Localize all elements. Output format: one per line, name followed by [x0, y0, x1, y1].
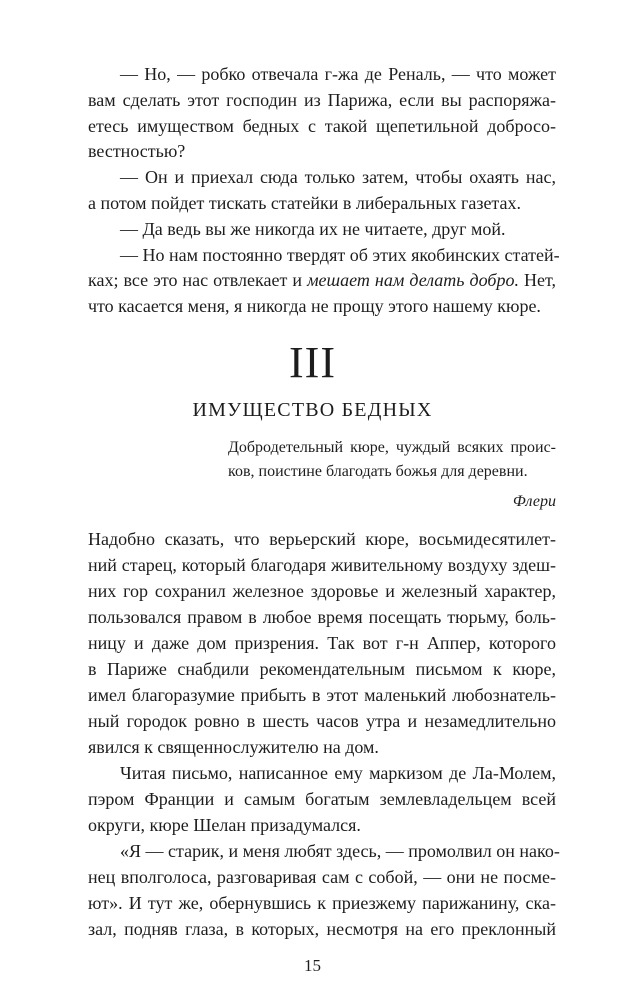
epigraph-author: Флери — [512, 493, 556, 510]
epigraph — [228, 436, 556, 484]
text-line: что касается меня, я никогда не прощу этого нашему кюре. — [88, 296, 541, 317]
text-line: в Париже снабдили рекомендательным письмом к кюре, — [88, 659, 556, 679]
text-line: ний старец, который благодаря живительному воздуху здеш- — [88, 555, 556, 575]
text-line: пользовался правом в любое время посещать тюрьму, боль- — [88, 607, 556, 627]
text-line: — Но, — робко отвечала г-жа де Реналь, — что может — [120, 64, 556, 84]
text-line: ют». И тут же, обернувшись к приезжему парижанину, ска- — [88, 893, 556, 913]
text-line: зал, подняв глаза, в которых, несмотря на его преклонный — [88, 919, 556, 939]
text-line: округи, кюре Шелан призадумался. — [88, 815, 361, 835]
text-line-with-emphasis — [88, 268, 556, 294]
text-line: явился к священнослужителю на дом. — [88, 737, 379, 757]
text-line: вестностью? — [88, 141, 186, 162]
text-line: — Да ведь вы же никогда их не читаете, друг мой. — [120, 218, 506, 239]
text-line: етесь имуществом бедных с такой щепетильной добросо- — [88, 115, 556, 136]
text-line: пэром Франции и самым богатым землевладельцем всей — [88, 789, 556, 809]
chapter-number: III — [289, 338, 336, 387]
epigraph-line: Добродетельный кюре, чуждый всяких проис- — [228, 439, 556, 456]
text-segment: Нет, — [518, 270, 556, 291]
text-line: а потом пойдет тискать статейки в либеральных газетах. — [88, 192, 522, 213]
text-line: — Но нам постоянно твердят об этих якобинских статей- — [120, 244, 560, 265]
text-line: Читая письмо, написанное ему маркизом де Ла-Молем, — [120, 763, 556, 783]
text-line: Надобно сказать, что верьерский кюре, восьмидесятилет- — [88, 529, 556, 549]
dialogue-section — [88, 62, 560, 320]
text-segment: ках; все это нас отвлекает и — [88, 270, 308, 291]
text-line: ницу и даже дом призрения. Так вот г-н Аппер, которого — [88, 633, 556, 653]
text-line: ный городок ровно в шесть часов утра и незамедлительно — [88, 711, 556, 731]
text-line: них гор сохранил железное здоровье и железный характер, — [88, 581, 556, 601]
page-number: 15 — [304, 956, 321, 975]
text-line: вам сделать этот господин из Парижа, если вы распоряжа- — [88, 89, 556, 110]
text-line: — Он и приехал сюда только затем, чтобы охаять нас, — [120, 167, 556, 188]
italic-emphasis: мешает нам делать добро. — [307, 270, 519, 291]
body-text — [88, 526, 560, 942]
chapter-title: ИМУЩЕСТВО БЕДНЫХ — [192, 399, 433, 421]
text-line: нец вполголоса, разговаривая сам с собой, — они не посме- — [88, 867, 556, 887]
text-line: имел благоразумие прибыть в этот маленький любознатель- — [88, 685, 556, 705]
epigraph-line: ков, поистине благодать божья для деревни. — [228, 463, 528, 480]
text-line: «Я — старик, и меня любят здесь, — промолвил он нако- — [120, 841, 560, 861]
